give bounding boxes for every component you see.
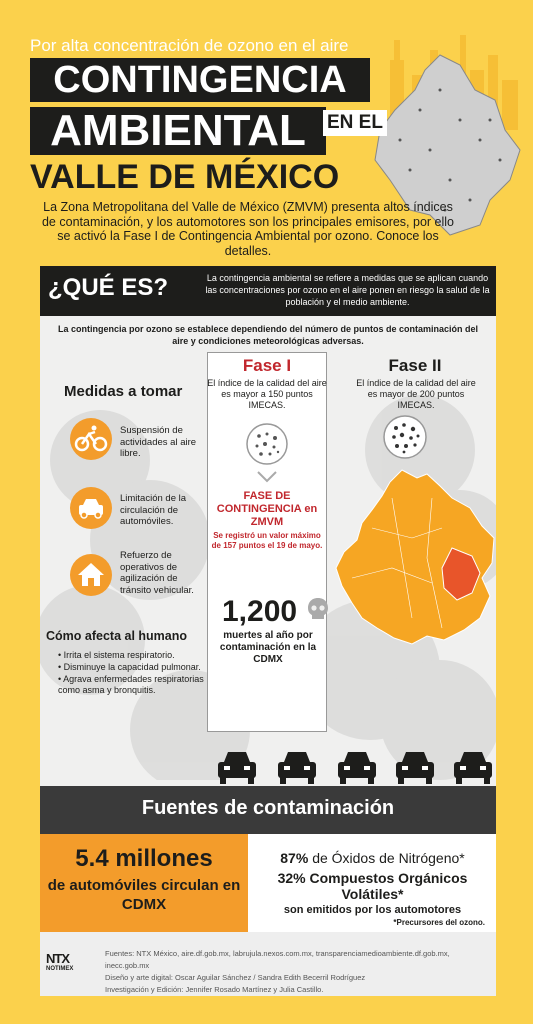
afecta-title: Cómo afecta al humano [46,629,187,643]
zmvm-orange-map [332,468,500,648]
deaths-text: muertes al año por contaminación en la CDMX [219,630,317,665]
medida-item-3: Refuerzo de operativos de agilización de tránsito vehicular. [120,550,194,596]
title-line-1: CONTINGENCIA [30,58,370,102]
fase2-title: Fase II [388,356,442,375]
emission-nox-text: de Óxidos de Nitrógeno* [312,850,465,866]
emission-voc-pct: 32% [277,870,306,886]
fase1-text: El índice de la calidad del aire es mayor a 150 puntos IMECAS. [207,378,327,410]
precursor-note: *Precursores del ozono. [393,918,485,927]
emission-voc-text: Compuestos Orgánicos Volátiles* [309,870,468,902]
house-icon [70,554,112,596]
zmvm-title: FASE DE CONTINGENCIA en ZMVM [216,490,318,528]
skull-icon [306,596,330,622]
credits [105,948,495,996]
fase2-text: El índice de la calidad del aire es mayor de 200 puntos IMECAS. [356,378,476,410]
ntx-logo-sub: NOTIMEX [46,966,74,972]
cars-row-decoration [212,748,496,786]
emission-source: son emitidos por los automotores [283,904,462,916]
fuentes-title: Fuentes de contaminación [141,797,395,819]
title-line-2-suffix: EN EL [323,110,387,136]
fase1-arrow-icon [256,470,278,484]
fase1-title: Fase I [242,356,292,375]
que-es-text: La contingencia ambiental se refiere a medidas que se aplican cuando las concentraciones por ozono en el aire ponen en riesgo la salud de la población y el medio ambiente. [205,273,490,307]
deaths-number: 1,200 [222,595,298,628]
emission-voc [255,870,490,902]
afecta-list [58,650,208,697]
intro-paragraph: La Zona Metropolitana del Valle de México (ZMVM) presenta altos índices de contaminación, y los automotores son los principales emisores, por ello se activó la Fase I de Contingencia Ambiental por ozono. Conoce los detalles. [41,200,454,258]
bicycle-icon [70,418,112,460]
panel-intro: La contingencia por ozono se establece dependiendo del número de puntos de contaminación del aire y condiciones meteorológicas adversas. [57,324,479,346]
credits-sources: Fuentes: NTX México, aire.df.gob.mx, labrujula.nexos.com.mx, transparenciamedioambiente.df.gob.mx, inecc.gob.mx [105,949,450,970]
title-line-3: VALLE DE MÉXICO [30,158,340,196]
ntx-logo: NTX [46,951,69,966]
emission-nox [255,850,490,866]
afecta-item: • Disminuye la capacidad pulmonar. [58,662,201,672]
medidas-title: Medidas a tomar [64,383,183,400]
emission-nox-pct: 87% [280,850,309,866]
afecta-item: • Irrita el sistema respiratorio. [58,650,175,660]
cars-number: 5.4 millones [75,845,213,872]
cars-text: de automóviles circulan en CDMX [47,877,241,913]
header-subtitle: Por alta concentración de ozono en el aire [30,36,349,55]
credits-research: Investigación y Edición: Jennifer Rosado Martínez y Julia Castillo. [105,985,324,994]
afecta-item: • Agrava enfermedades respiratorias como asma y bronquitis. [58,674,204,695]
que-es-title: ¿QUÉ ES? [48,274,169,301]
title-line-2: AMBIENTAL [30,107,326,155]
car-icon [70,487,112,529]
zmvm-text: Se registró un valor máximo de 157 puntos el 19 de mayo. [211,531,323,550]
medida-item-2: Limitación de la circulación de automóviles. [120,493,187,527]
fase1-particles-icon [245,422,289,466]
fase2-particles-icon [382,414,428,460]
credits-design: Diseño y arte digital: Oscar Aguilar Sánchez / Sandra Edith Becerril Rodríguez [105,973,366,982]
medida-item-1: Suspensión de actividades al aire libre. [120,425,197,459]
